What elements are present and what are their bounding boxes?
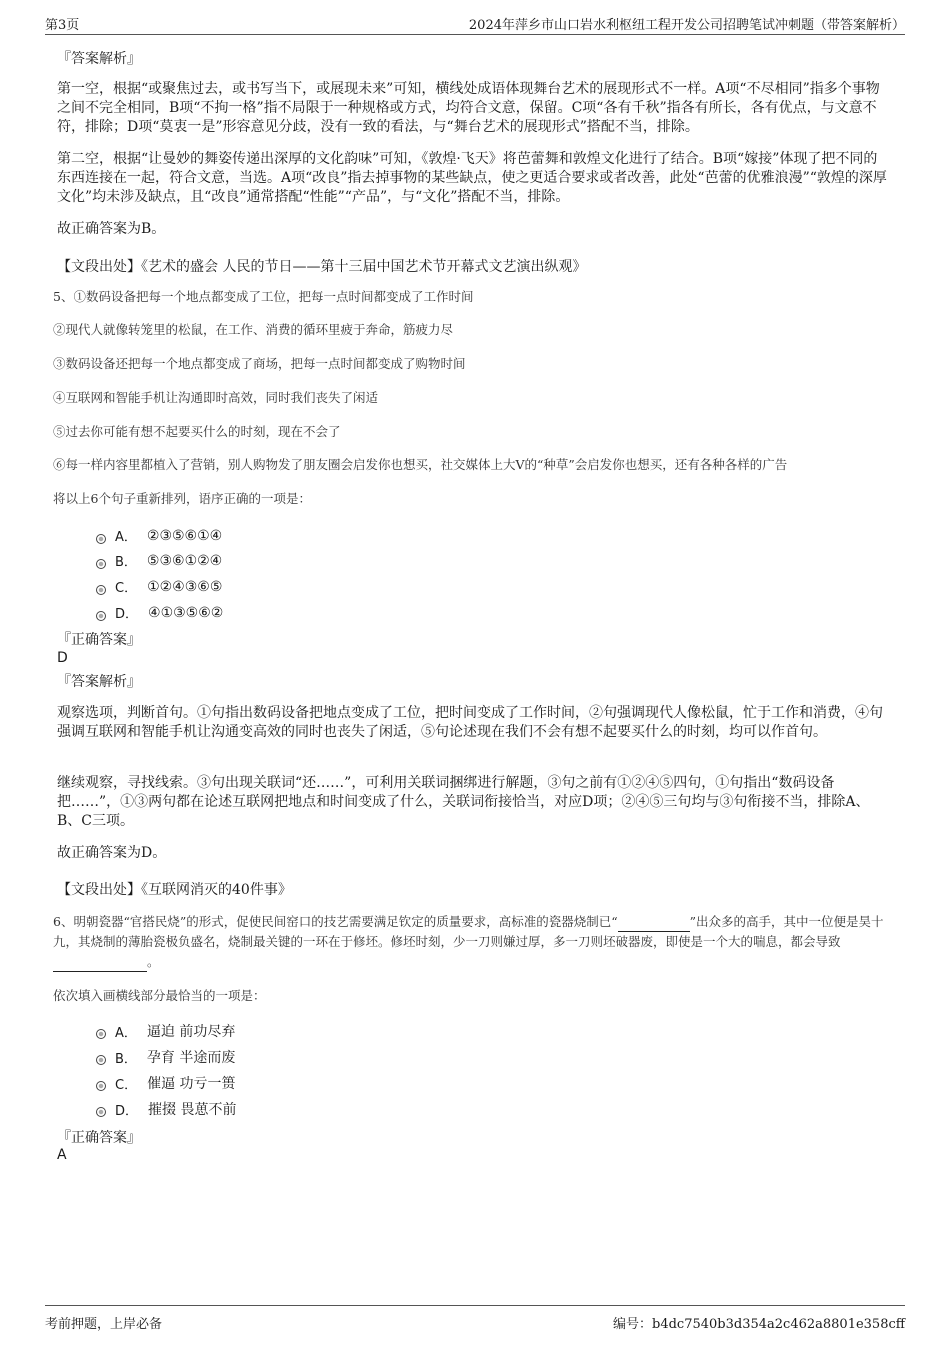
q5-prompt: 将以上6个句子重新排列，语序正确的一项是：	[53, 491, 311, 506]
radio-icon[interactable]	[96, 585, 106, 595]
q5-answer: D	[57, 650, 68, 666]
q4-analysis-label: 『答案解析』	[57, 51, 141, 67]
q5-answer-label: 『正确答案』	[57, 632, 141, 648]
option-letter: B．	[115, 1051, 137, 1067]
q6-answer: A	[57, 1147, 67, 1163]
q5-stem-line: ④互联网和智能手机让沟通即时高效，同时我们丧失了闲适	[53, 390, 379, 405]
radio-icon[interactable]	[96, 1055, 106, 1065]
q5-conclusion: 故正确答案为D。	[57, 845, 167, 861]
option-letter: D．	[115, 607, 139, 622]
document-title: 2024年萍乡市山口岩水利枢纽工程开发公司招聘笔试冲刺题（带答案解析）	[468, 18, 905, 33]
page-number: 第3页	[45, 18, 80, 33]
option-text: 逼迫 前功尽弃	[146, 1024, 236, 1040]
q4-source: 【文段出处】《艺术的盛会 人民的节日——第十三届中国艺术节开幕式文艺演出纵观》	[57, 259, 587, 275]
q5-analysis-p2: 继续观察，寻找线索。③句出现关联词“还……”，可利用关联词捆绑进行解题，③句之前有①②④⑤四句，①句指出“数码设备把……”，①③两句都在论述互联网把地点和时间变成了什么，关联词衔接恰当，对应D项；②④⑤三句均与③句衔接不当，排除A、B、C三项。	[57, 775, 870, 829]
radio-icon[interactable]	[96, 1029, 106, 1039]
radio-icon[interactable]	[96, 1107, 106, 1117]
document-id: 编号：b4dc7540b3d354a2c462a8801e358cff	[613, 1317, 905, 1332]
radio-icon[interactable]	[96, 1081, 106, 1091]
q6-option-c[interactable]	[96, 1073, 236, 1093]
q5-stem-line: 5、①数码设备把每一个地点都变成了工位，把每一点时间都变成了工作时间	[53, 289, 474, 304]
page-footer	[45, 1305, 905, 1332]
q6-stem	[53, 912, 903, 972]
q4-analysis-p2: 第二空，根据“让曼妙的舞姿传递出深厚的文化韵味”可知，《敦煌·飞天》将芭蕾舞和敦煌文化进行了结合。B项“嫁接”体现了把不同的东西连接在一起，符合文意，当选。A项“改良”指去掉事物的某些缺点，使之更适合要求或者改善，此处“芭蕾的优雅浪漫”“敦煌的深厚文化”均未涉及缺点，且“改良”通常搭配“性能”“产品”，与“文化”搭配不当，排除。	[57, 151, 887, 205]
radio-icon[interactable]	[96, 534, 106, 544]
page-header	[45, 12, 905, 35]
option-letter: D．	[115, 1103, 139, 1119]
option-letter: A．	[115, 1025, 137, 1041]
q6-answer-label: 『正确答案』	[57, 1130, 141, 1146]
q5-stem-line: ③数码设备还把每一个地点都变成了商场，把每一点时间都变成了购物时间	[53, 356, 466, 371]
q5-analysis-label: 『答案解析』	[57, 674, 141, 690]
option-letter: B．	[115, 555, 137, 570]
option-letter: C．	[115, 581, 138, 596]
q5-source: 【文段出处】《互联网消灭的40件事》	[57, 882, 292, 898]
q6-stem-end: 。	[147, 954, 160, 969]
q5-option-a[interactable]	[96, 526, 222, 545]
q4-analysis-p1: 第一空，根据“或聚焦过去，或书写当下，或展现未来”可知，横线处成语体现舞台艺术的展现形式不一样。A项“不尽相同”指多个事物之间不完全相同，B项“不拘一格”指不局限于一种规格或方式，均符合文意，保留。C项“各有千秋”指各有所长，各有优点，与文意不符，排除；D项“莫衷一是”形容意见分歧，没有一致的看法，与“舞台艺术的展现形式”搭配不当，排除。	[57, 81, 880, 135]
option-text: 孕育 半途而废	[146, 1050, 236, 1066]
option-letter: C．	[115, 1077, 138, 1093]
q5-option-d[interactable]	[96, 603, 223, 622]
option-text: 摧掇 畏葸不前	[148, 1102, 237, 1118]
footer-slogan: 考前押题，上岸必备	[45, 1317, 163, 1332]
q5-stem-line: ②现代人就像转笼里的松鼠，在工作、消费的循环里疲于奔命，筋疲力尽	[53, 322, 454, 337]
radio-icon[interactable]	[96, 611, 106, 621]
option-text: ①②④③⑥⑤	[147, 578, 223, 595]
option-text: ④①③⑤⑥②	[148, 604, 224, 621]
q5-option-c[interactable]	[96, 577, 222, 596]
option-text: 催逼 功亏一篑	[147, 1076, 236, 1092]
q6-stem-part1: 6、明朝瓷器“官搭民烧”的形式，促使民间窑口的技艺需要满足钦定的质量要求，高标准的瓷器烧制已“	[53, 914, 618, 929]
q6-option-b[interactable]	[96, 1047, 235, 1067]
fill-blank-2	[53, 957, 147, 972]
q4-conclusion: 故正确答案为B。	[57, 221, 166, 237]
option-text: ⑤③⑥①②④	[146, 552, 223, 569]
option-text: ②③⑤⑥①④	[146, 527, 223, 544]
q5-stem-line: ⑥每一样内容里都植入了营销，别人购物发了朋友圈会启发你也想买，社交媒体上大V的“种草”会启发你也想买，还有各种各样的广告	[53, 457, 788, 472]
q5-option-b[interactable]	[96, 551, 222, 570]
radio-icon[interactable]	[96, 559, 106, 569]
q6-option-a[interactable]	[96, 1021, 235, 1041]
q5-analysis-p1: 观察选项，判断首句。①句指出数码设备把地点变成了工位，把时间变成了工作时间，②句强调现代人像松鼠，忙于工作和消费，④句强调互联网和智能手机让沟通变高效的同时也丧失了闲适，⑤句论述现在我们不会有想不起要买什么的时刻，均可以作首句。	[57, 705, 883, 740]
q6-prompt: 依次填入画横线部分最恰当的一项是：	[53, 988, 266, 1003]
q5-stem-line: ⑤过去你可能有想不起要买什么的时刻，现在不会了	[53, 424, 341, 439]
q6-stem-part2: ”出众多的高手，其中一位便是昊十九，其烧制的薄胎瓷极负盛名，烧制最关键的一环在于修坯。修坯时刻，少一刀则嫌过厚，多一刀则坯破器废，即使是一个大的喘息，都会导致	[53, 914, 884, 949]
option-letter: A．	[115, 530, 137, 545]
fill-blank-1	[618, 917, 690, 932]
q6-option-d[interactable]	[96, 1099, 236, 1119]
